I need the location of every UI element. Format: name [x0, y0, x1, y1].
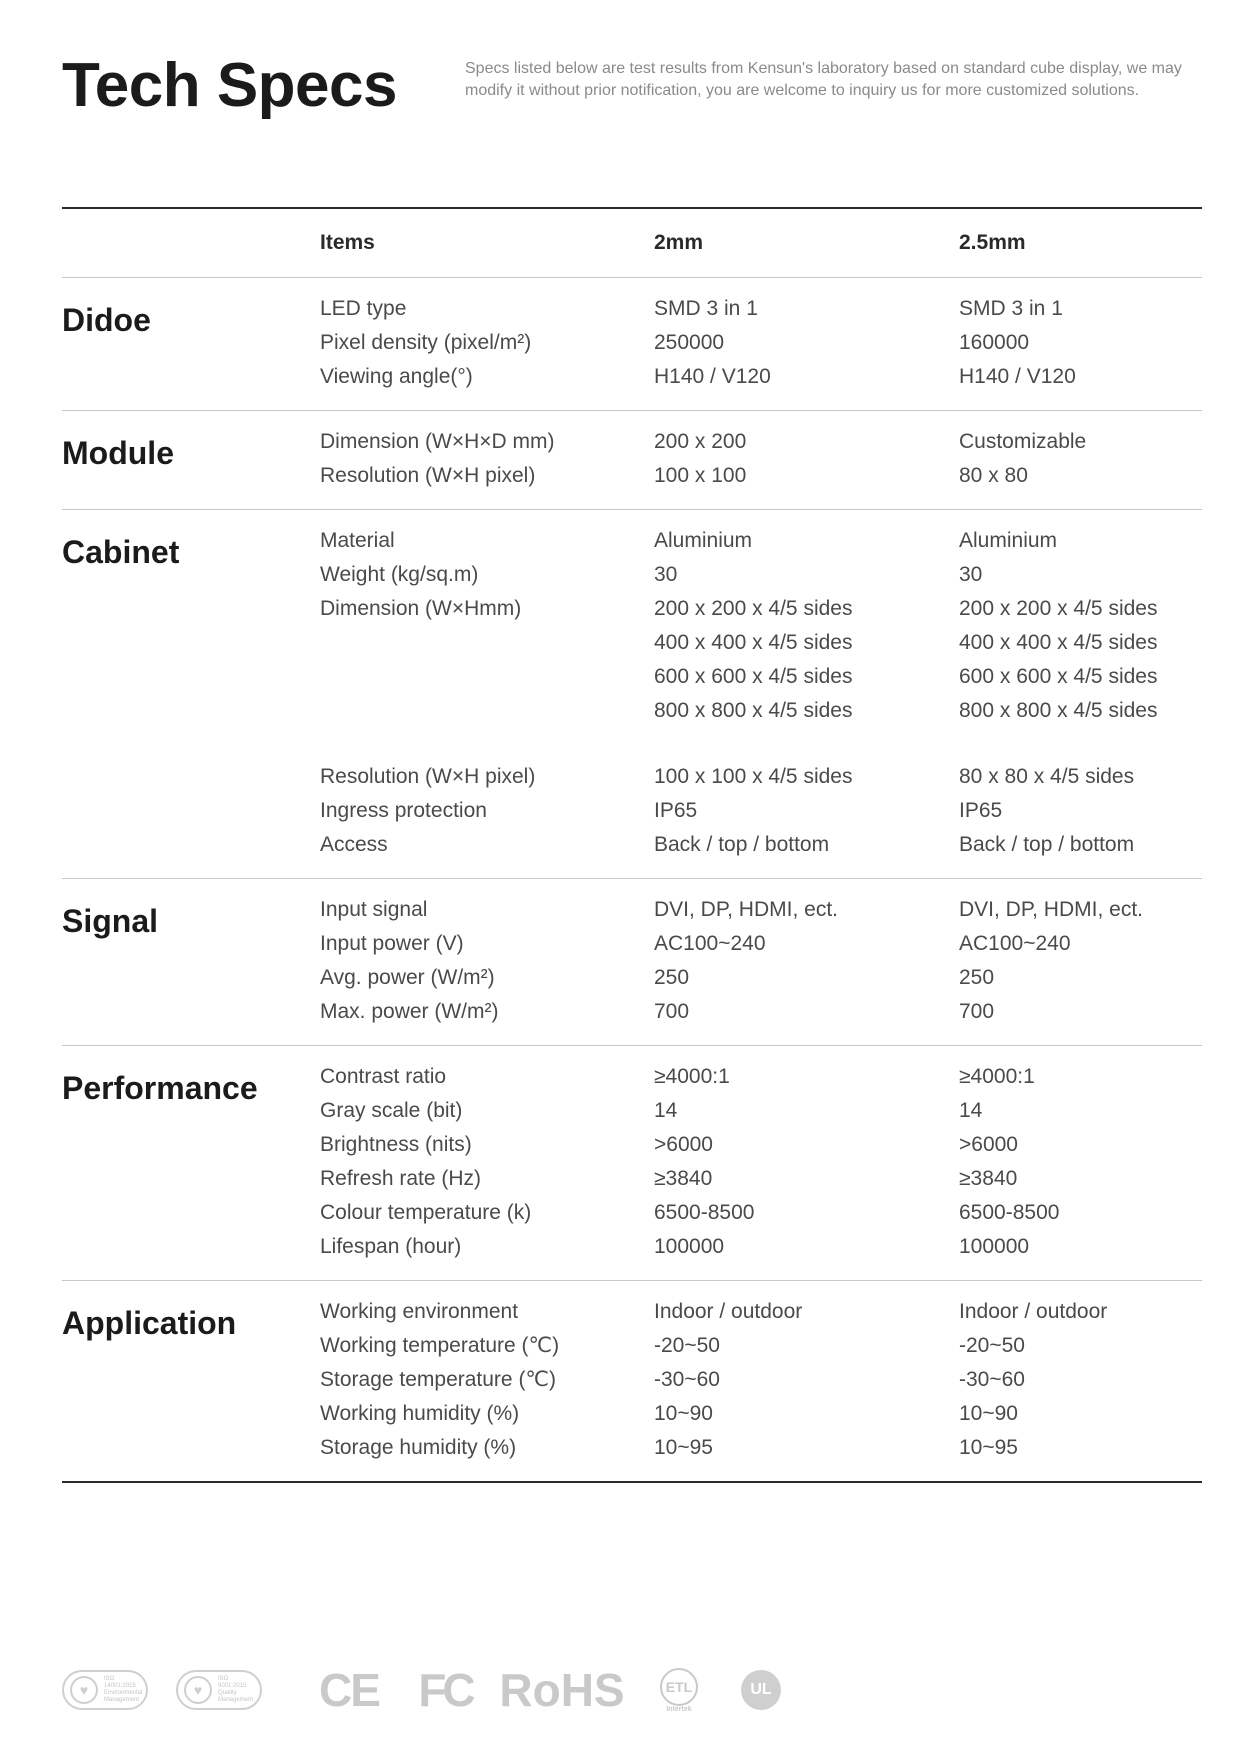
spec-value-2-5mm: -20~50 [959, 1334, 1025, 1357]
spec-item-label: Gray scale (bit) [320, 1099, 463, 1122]
spec-value-2mm: 400 x 400 x 4/5 sides [654, 631, 853, 654]
bsi-iso-9001-logo: ♥ ISO 9001:2015 Quality Management [176, 1670, 262, 1710]
spec-value-2-5mm: 6500-8500 [959, 1201, 1060, 1224]
spec-item-label: Input signal [320, 898, 428, 921]
table-row [62, 961, 1202, 995]
spec-value-2mm: -20~50 [654, 1334, 720, 1357]
rohs-mark: RoHS [499, 1664, 625, 1716]
spec-value-2mm: SMD 3 in 1 [654, 297, 758, 320]
spec-item-label: Pixel density (pixel/m²) [320, 331, 532, 354]
spec-value-2mm: 600 x 600 x 4/5 sides [654, 665, 853, 688]
section-title: Module [62, 435, 174, 471]
table-row [62, 828, 1202, 862]
spec-value-2mm: 100 x 100 [654, 464, 747, 487]
spec-item-label: Storage temperature (℃) [320, 1368, 557, 1391]
table-row [62, 1128, 1202, 1162]
etl-mark: ETL Intertek [654, 1660, 704, 1720]
spec-section-module [62, 411, 1202, 509]
table-header-row [62, 209, 1202, 277]
spec-item-label: Lifespan (hour) [320, 1235, 462, 1258]
spec-value-2mm: AC100~240 [654, 932, 766, 955]
spec-item-label: Weight (kg/sq.m) [320, 563, 479, 586]
spec-section-cabinet [62, 510, 1202, 878]
spec-item-label: Ingress protection [320, 799, 487, 822]
spec-value-2mm: 800 x 800 x 4/5 sides [654, 699, 853, 722]
spec-value-2-5mm: SMD 3 in 1 [959, 297, 1063, 320]
spec-value-2mm: 250 [654, 966, 690, 989]
ul-mark: UL [736, 1660, 786, 1720]
spec-value-2mm: Aluminium [654, 529, 753, 552]
spec-value-2-5mm: ≥4000:1 [959, 1065, 1035, 1088]
spec-item-label: Working temperature (℃) [320, 1334, 560, 1357]
page-title: Tech Specs [62, 51, 398, 120]
table-row [62, 1094, 1202, 1128]
spec-item-label: Working environment [320, 1300, 519, 1323]
spec-item-label: Avg. power (W/m²) [320, 966, 495, 989]
spec-value-2mm: ≥3840 [654, 1167, 713, 1190]
spec-item-label: Contrast ratio [320, 1065, 447, 1088]
spec-value-2-5mm: 160000 [959, 331, 1030, 354]
spec-item-label: Working humidity (%) [320, 1402, 520, 1425]
section-title: Signal [62, 903, 159, 939]
spec-value-2-5mm: Back / top / bottom [959, 833, 1135, 856]
spec-value-2-5mm: 400 x 400 x 4/5 sides [959, 631, 1158, 654]
ce-mark: CE [319, 1664, 379, 1716]
spec-item-label: Material [320, 529, 395, 552]
fcc-mark: FC [418, 1664, 472, 1716]
spec-item-label: Colour temperature (k) [320, 1201, 532, 1224]
spec-section-application [62, 1281, 1202, 1481]
table-row [62, 995, 1202, 1029]
spec-item-label: Input power (V) [320, 932, 464, 955]
spec-value-2mm: >6000 [654, 1133, 713, 1156]
spec-value-2mm: DVI, DP, HDMI, ect. [654, 898, 838, 921]
spec-sections [62, 277, 1202, 1481]
spec-value-2-5mm: Customizable [959, 430, 1087, 453]
page-header [62, 50, 1202, 130]
spec-value-2-5mm: 10~90 [959, 1402, 1018, 1425]
table-row [62, 524, 1202, 558]
table-row [62, 694, 1202, 728]
spec-value-2mm: ≥4000:1 [654, 1065, 730, 1088]
spec-item-label: Resolution (W×H pixel) [320, 765, 536, 788]
spec-value-2-5mm: 600 x 600 x 4/5 sides [959, 665, 1158, 688]
spec-value-2-5mm: >6000 [959, 1133, 1018, 1156]
spec-value-2mm: 200 x 200 [654, 430, 747, 453]
spec-value-2-5mm: H140 / V120 [959, 365, 1076, 388]
spec-value-2mm: IP65 [654, 799, 698, 822]
spec-value-2mm: 700 [654, 1000, 690, 1023]
spec-value-2mm: Indoor / outdoor [654, 1300, 803, 1323]
table-row [62, 558, 1202, 592]
spec-value-2-5mm: Aluminium [959, 529, 1058, 552]
spec-table [62, 207, 1202, 1483]
table-row [62, 927, 1202, 961]
spec-value-2-5mm: -30~60 [959, 1368, 1025, 1391]
table-row [62, 1162, 1202, 1196]
spec-item-label: Max. power (W/m²) [320, 1000, 499, 1023]
spec-item-label: Viewing angle(°) [320, 365, 473, 388]
spec-value-2-5mm: 700 [959, 1000, 995, 1023]
spec-value-2mm: 6500-8500 [654, 1201, 755, 1224]
spec-value-2mm: 10~95 [654, 1436, 713, 1459]
spec-item-label: LED type [320, 297, 407, 320]
table-row [62, 1329, 1202, 1363]
table-row [62, 760, 1202, 794]
spec-value-2-5mm: 200 x 200 x 4/5 sides [959, 597, 1158, 620]
column-header-2-5mm: 2.5mm [959, 231, 1026, 254]
table-row [62, 425, 1202, 459]
spec-value-2-5mm: 100000 [959, 1235, 1030, 1258]
table-row [62, 1397, 1202, 1431]
spec-value-2mm: -30~60 [654, 1368, 720, 1391]
spec-value-2-5mm: 250 [959, 966, 995, 989]
spec-value-2-5mm: 14 [959, 1099, 983, 1122]
spec-item-label: Storage humidity (%) [320, 1436, 517, 1459]
spec-value-2mm: 10~90 [654, 1402, 713, 1425]
spec-section-performance [62, 1046, 1202, 1280]
table-bottom-rule [62, 1481, 1202, 1483]
certification-logos [62, 1660, 822, 1720]
column-header-2mm: 2mm [654, 231, 704, 254]
column-header-items: Items [320, 231, 375, 254]
spec-value-2mm: 100 x 100 x 4/5 sides [654, 765, 853, 788]
spec-item-label: Dimension (W×Hmm) [320, 597, 522, 620]
spec-value-2mm: 30 [654, 563, 678, 586]
spec-value-2mm: 100000 [654, 1235, 725, 1258]
bsi-heart-icon: ♥ [184, 1676, 212, 1704]
spec-value-2-5mm: 800 x 800 x 4/5 sides [959, 699, 1158, 722]
spec-value-2-5mm: IP65 [959, 799, 1003, 822]
spec-section-signal [62, 879, 1202, 1045]
table-row [62, 592, 1202, 626]
spec-value-2mm: H140 / V120 [654, 365, 771, 388]
spec-item-label: Refresh rate (Hz) [320, 1167, 482, 1190]
table-row [62, 1363, 1202, 1397]
table-row [62, 1196, 1202, 1230]
table-row [62, 660, 1202, 694]
table-row [62, 794, 1202, 828]
spec-item-label: Resolution (W×H pixel) [320, 464, 536, 487]
table-row [62, 459, 1202, 493]
spec-value-2mm: 14 [654, 1099, 678, 1122]
table-row [62, 1060, 1202, 1094]
spec-value-2mm: Back / top / bottom [654, 833, 830, 856]
table-row [62, 292, 1202, 326]
spec-value-2-5mm: Indoor / outdoor [959, 1300, 1108, 1323]
spec-value-2-5mm: 30 [959, 563, 983, 586]
spec-value-2-5mm: 80 x 80 x 4/5 sides [959, 765, 1135, 788]
table-row [62, 626, 1202, 660]
table-row [62, 360, 1202, 394]
bsi-heart-icon: ♥ [70, 1676, 98, 1704]
bsi-iso-14001-logo: ♥ ISO 14001:2015 Environmental Management [62, 1670, 148, 1710]
spec-value-2-5mm: 80 x 80 [959, 464, 1028, 487]
spec-item-label: Brightness (nits) [320, 1133, 472, 1156]
spec-value-2mm: 200 x 200 x 4/5 sides [654, 597, 853, 620]
table-row [62, 1431, 1202, 1465]
spec-value-2-5mm: AC100~240 [959, 932, 1071, 955]
spec-section-didoe [62, 278, 1202, 410]
section-title: Didoe [62, 302, 151, 338]
spec-item-label: Access [320, 833, 388, 856]
table-row [62, 326, 1202, 360]
spec-value-2-5mm: DVI, DP, HDMI, ect. [959, 898, 1143, 921]
intro-note: Specs listed below are test results from Kensun's laboratory based on standard cube display, we may modify it without prior notification, you are welcome to inquiry us for more customized solutions. [465, 60, 1182, 99]
table-row [62, 1230, 1202, 1264]
spec-value-2-5mm: 10~95 [959, 1436, 1018, 1459]
section-title: Application [62, 1305, 237, 1341]
section-title: Performance [62, 1070, 258, 1106]
section-title: Cabinet [62, 534, 180, 570]
table-row [62, 893, 1202, 927]
spec-value-2mm: 250000 [654, 331, 725, 354]
spec-value-2-5mm: ≥3840 [959, 1167, 1018, 1190]
table-row [62, 1295, 1202, 1329]
spec-item-label: Dimension (W×H×D mm) [320, 430, 555, 453]
